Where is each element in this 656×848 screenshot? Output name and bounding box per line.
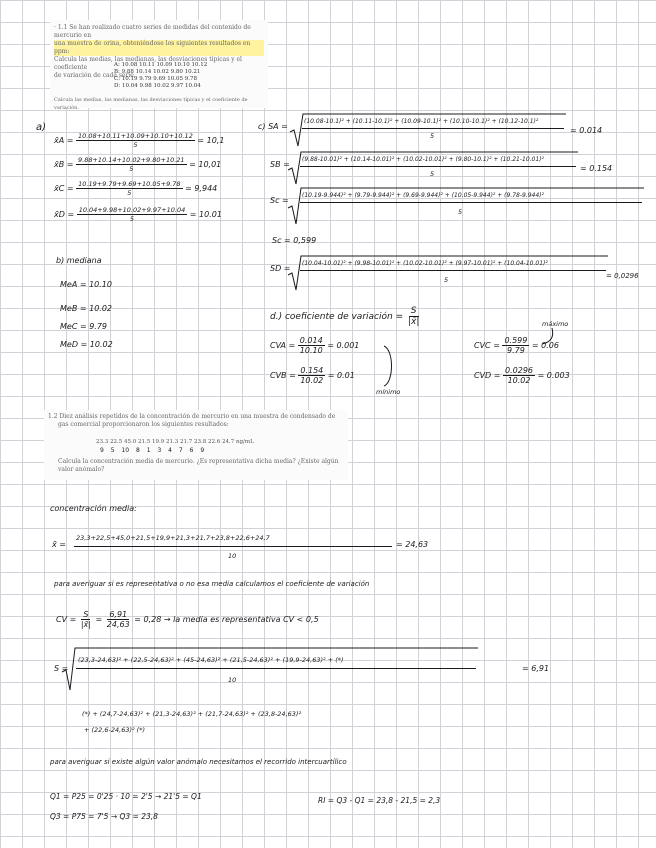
q1-line: Q1 = P25 = 0'25 · 10 = 2'5 → 21'5 = Q1 — [50, 792, 202, 801]
q3-line: Q3 = P75 = 7'5 → Q3 = 23,8 — [50, 812, 158, 821]
anomaly-explanation: para averiguar si existe algún valor anómalo necesitamos el recorrido intercuartílico — [50, 758, 347, 766]
sd-numerator: (10.04-10.01)² + (9.98-10.01)² + (10.02-10.01)² + (9.97-10.01)² + (10.04-10.01)² — [302, 260, 548, 267]
cv-explanation: para averiguar si es representativa o no esa media calculamos el coeficiente de variación — [54, 580, 370, 588]
problem-12-marks: 9 5 10 8 1 3 4 7 6 9 — [100, 447, 205, 454]
sd-result: = 0,0296 — [606, 272, 639, 280]
problem-12-line-1: 1.2 Diez análisis repetidos de la concentración de mercurio en una muestra de condensado de — [48, 413, 336, 420]
cv-max-note: máximo — [542, 320, 569, 328]
cv-title: d.) coeficiente de variación = $\frac{S}{|x̄|}$ — [270, 306, 420, 327]
median-b: MeB = 10.02 — [60, 304, 113, 313]
median-a: MeA = 10.10 — [60, 280, 112, 289]
s-denominator: 10 — [228, 676, 237, 684]
sa-result: = 0.014 — [570, 126, 603, 135]
cv-b: CVB = $\frac{0.154}{10.02}$ = 0.01 — [270, 366, 355, 385]
median-c: MeC = 9.79 — [60, 322, 108, 331]
mean-d: x̄D = $\frac{10.04+9.98+10.02+9.97+10.04}{5}$ = 10.01 — [54, 206, 222, 223]
cv-calculation: CV = $\frac{S}{|x̄|}$ = $\frac{6,91}{24,63}$ = 0,28 → la media es representativa CV < 0,5 — [56, 610, 319, 629]
s-continuation-1: (*) + (24,7-24,63)² + (21,3-24,63)² + (21,7-24,63)² + (23,8-24,63)² — [82, 710, 302, 718]
sc-denominator: 5 — [458, 208, 463, 216]
cv-a: CVA = $\frac{0.014}{10.10}$ = 0.001 — [270, 336, 360, 355]
min-bracket-icon — [382, 344, 398, 388]
mean-b: x̄B = $\frac{9.88+10.14+10.02+9.80+10.21}{5}$ = 10,01 — [54, 156, 222, 173]
median-d: MeD = 10.02 — [60, 340, 113, 349]
sd-denominator: 5 — [444, 276, 449, 284]
sb-denominator: 5 — [430, 170, 435, 178]
problem-12-values: 23.3 22.5 45.0 21.5 19.9 21.3 21.7 23.8 22.6 24.7 ng/mL — [96, 439, 254, 445]
sb-result: = 0.154 — [580, 164, 613, 173]
data-table-row-c: C: 10.19 9.79 9.69 10.05 9.78 — [114, 76, 198, 82]
sa-denominator: 5 — [430, 132, 435, 140]
s-lhs: S = — [54, 664, 69, 673]
problem-12-line-3: Calcula la concentración media de mercurio. ¿Es representativa dicha media? ¿Existe algún — [58, 458, 339, 465]
mean-a: x̄A = $\frac{10.08+10.11+10.09+10.10+10.12}{5}$ = 10,1 — [54, 132, 225, 149]
sc-value: Sc = 0,599 — [272, 236, 317, 245]
problem-11-line-4: de variación de cada serie. — [54, 72, 136, 79]
data-table-row-a: A: 10.08 10.11 10.09 10.10 10.12 — [114, 62, 208, 68]
cv-c: CVC = $\frac{0.599}{9.79}$ = 0.06 — [474, 336, 559, 355]
problem-12-printed-block — [44, 410, 348, 480]
mean-lhs: x̄ = — [52, 540, 66, 549]
problem-11-printed-block — [50, 20, 268, 111]
sa-label: c) SA = — [258, 122, 288, 131]
data-table-row-b: B: 9.88 10.14 10.02 9.80 10.21 — [114, 69, 201, 75]
sc-numerator: (10.19-9.944)² + (9.79-9.944)² + (9.69-9.944)² + (10.05-9.944)² + (9.78-9.944)² — [302, 192, 544, 199]
data-table-row-d: D: 10.04 9.98 10.02 9.97 10.04 — [114, 83, 201, 89]
sc-label: Sc = — [270, 196, 289, 205]
problem-11-line-1: · 1.1 Se han realizado cuatro series de medidas del contenido de mercurio en — [54, 24, 251, 39]
s-continuation-2: + (22,6-24,63)² (*) — [84, 726, 146, 734]
problem-11-line-3: Calcula las medias, las medianas, las desviaciones típicas y el coeficiente — [54, 56, 242, 71]
problem-12-line-4: valor anómalo? — [58, 466, 105, 473]
cv-min-note: mínimo — [376, 388, 401, 396]
s-result: = 6,91 — [522, 664, 550, 673]
s-numerator: (23,3-24,63)² + (22,5-24,63)² + (45-24,63)² + (21,5-24,63)² + (19,9-24,63)² + (*) — [78, 656, 344, 664]
mean-result: = 24,63 — [396, 540, 429, 549]
part-a-label: a) — [36, 122, 47, 133]
sa-numerator: (10.08-10.1)² + (10.11-10.1)² + (10.09-10.1)² + (10.10-10.1)² + (10.12-10.1)² — [304, 118, 539, 125]
sb-label: SB = — [270, 160, 290, 169]
interquartile-range: RI = Q3 - Q1 = 23,8 - 21,5 = 2,3 — [318, 796, 441, 805]
mean-numerator: 23,3+22,5+45,0+21,5+19,9+21,3+21,7+23,8+22,6+24,7 — [76, 534, 270, 542]
cv-d: CVD = $\frac{0.0296}{10.02}$ = 0.003 — [474, 366, 570, 385]
problem-11-line-2: una muestra de orina, obteniéndose los siguientes resultados en ppm: — [54, 40, 264, 56]
solution-heading: concentración media: — [50, 504, 137, 513]
sd-label: SD = — [270, 264, 291, 273]
medians-title: b) mediana — [56, 256, 102, 265]
mean-c: x̄C = $\frac{10.19+9.79+9.69+10.05+9.78}{5}$ = 9,944 — [54, 180, 218, 197]
sb-numerator: (9.88-10.01)² + (10.14-10.01)² + (10.02-10.01)² + (9.80-10.1)² + (10.21-10.01)² — [302, 156, 544, 163]
problem-12-line-2: gas comercial proporcionaron los siguientes resultados: — [58, 421, 229, 428]
problem-11-footer: Calcula las medias, las medianas, las desviaciones típicas y el coeficiente de variación. — [54, 97, 248, 111]
mean-denominator: 10 — [228, 552, 237, 560]
s-sqrt — [62, 646, 478, 692]
